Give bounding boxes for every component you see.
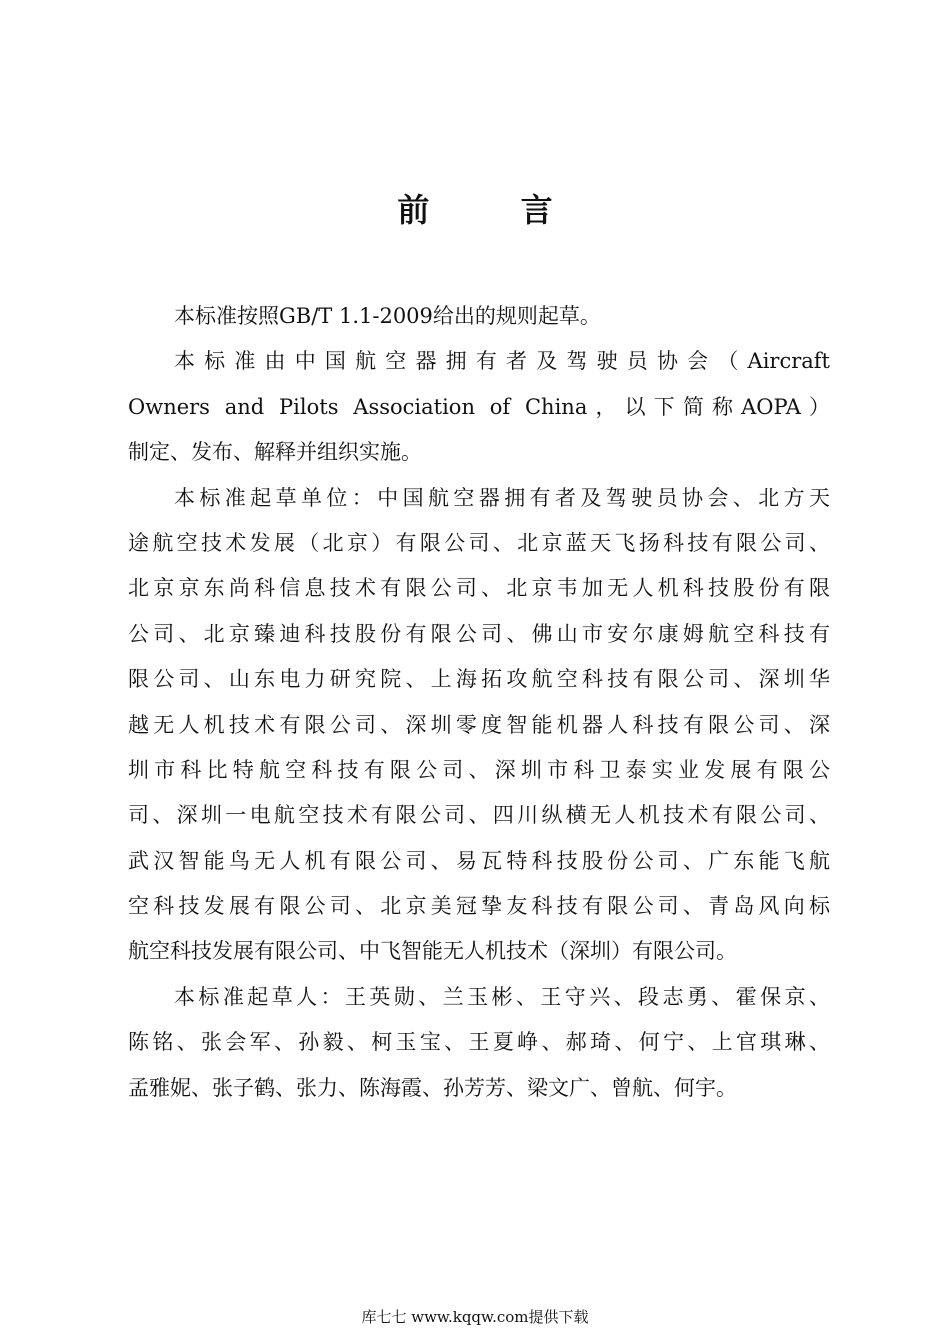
- text-line: Owners and Pilots Association of China，以下简称AOPA）: [128, 394, 830, 419]
- text-line: 孟雅妮、张子鹤、张力、陈海霞、孙芳芳、梁文广、曾航、何宇。: [128, 1075, 737, 1100]
- text-line: 圳市科比特航空科技有限公司、深圳市科卫泰实业发展有限公: [128, 757, 830, 782]
- text-line: 陈铭、张会军、孙毅、柯玉宝、王夏峥、郝琦、何宁、上官琪琳、: [128, 1030, 830, 1055]
- footer-watermark: 库七七 www.kqqw.com提供下载: [361, 1308, 589, 1326]
- text-line: 越无人机技术有限公司、深圳零度智能机器人科技有限公司、深: [128, 712, 830, 737]
- text-line: 北京京东尚科信息技术有限公司、北京韦加无人机科技股份有限: [128, 576, 830, 601]
- text-line: 本标准按照GB/T 1.1-2009给出的规则起草。: [174, 304, 601, 328]
- text-line: 公司、北京臻迪科技股份有限公司、佛山市安尔康姆航空科技有: [128, 621, 830, 646]
- text-line: 航空科技发展有限公司、中飞智能无人机技术（深圳）有限公司。: [128, 939, 737, 964]
- text-line: 限公司、山东电力研究院、上海拓攻航空科技有限公司、深圳华: [128, 667, 830, 692]
- text-line: 制定、发布、解释并组织实施。: [128, 440, 422, 465]
- paragraph: [128, 979, 830, 1115]
- text-line: 本标准由中国航空器拥有者及驾驶员协会（Aircraft: [174, 349, 830, 374]
- paragraph: [128, 298, 830, 343]
- document-body: [128, 298, 830, 1115]
- paragraph: [128, 343, 830, 479]
- text-line: 途航空技术发展（北京）有限公司、北京蓝天飞扬科技有限公司、: [128, 530, 830, 555]
- text-line: 司、深圳一电航空技术有限公司、四川纵横无人机技术有限公司、: [128, 803, 830, 828]
- text-line: 本标准起草单位：中国航空器拥有者及驾驶员协会、北方天: [174, 485, 830, 510]
- text-line: 本标准起草人：王英勋、兰玉彬、王守兴、段志勇、霍保京、: [174, 984, 830, 1009]
- text-line: 武汉智能鸟无人机有限公司、易瓦特科技股份公司、广东能飞航: [128, 848, 830, 873]
- paragraph: [128, 480, 830, 979]
- text-line: 空科技发展有限公司、北京美冠挚友科技有限公司、青岛风向标: [128, 894, 830, 919]
- page-title: 前 言: [397, 191, 593, 229]
